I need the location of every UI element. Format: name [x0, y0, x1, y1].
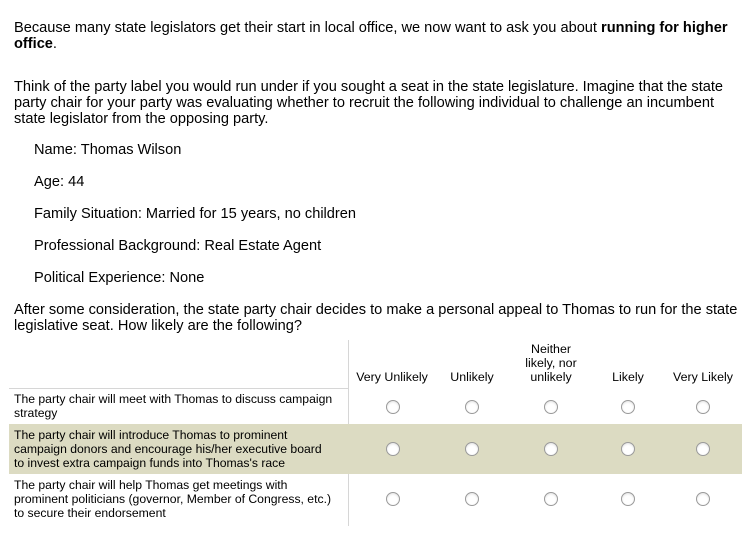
profile-name: Name: Thomas Wilson [34, 142, 182, 158]
radio-likely[interactable] [621, 400, 635, 414]
column-header-likely: Likely [612, 370, 644, 384]
radio-very-unlikely[interactable] [386, 400, 400, 414]
radio-unlikely[interactable] [465, 492, 479, 506]
task-instructions: Think of the party label you would run under if you sought a seat in the state legislature. Imagine that the state party chair for your party was evaluating whether to recruit the following individual to challenge an incumbent state legislator from the opposing party. [14, 79, 724, 127]
statement-label: The party chair will help Thomas get meetings with prominent politicians (governor, Member of Congress, etc.) to secure their endorsement [14, 478, 332, 520]
matrix-row-3 [9, 474, 742, 526]
column-header-very-unlikely: Very Unlikely [356, 370, 428, 384]
statement-label: The party chair will meet with Thomas to discuss campaign strategy [14, 392, 333, 420]
radio-neither[interactable] [544, 400, 558, 414]
matrix-row-2 [9, 424, 742, 474]
radio-unlikely[interactable] [465, 400, 479, 414]
intro-text-end: . [52, 36, 57, 52]
radio-very-unlikely[interactable] [386, 442, 400, 456]
intro-text [14, 20, 739, 52]
column-header-neither: Neither likely, nor unlikely [525, 342, 577, 384]
profile-background: Professional Background: Real Estate Agent [34, 238, 322, 254]
column-header-very-likely: Very Likely [673, 370, 733, 384]
column-header-unlikely: Unlikely [450, 370, 494, 384]
profile-experience: Political Experience: None [34, 270, 205, 286]
radio-very-likely[interactable] [696, 442, 710, 456]
question-text: After some consideration, the state party chair decides to make a personal appeal to Thomas to run for the state legislative seat. How likely are the following? [14, 302, 738, 334]
intro-text-part: Because many state legislators get their start in local office, we now want to ask you about [14, 20, 602, 36]
radio-likely[interactable] [621, 492, 635, 506]
profile-age: Age: 44 [34, 174, 85, 190]
radio-very-likely[interactable] [696, 492, 710, 506]
intro-emphasis: running for higher office [14, 20, 728, 52]
radio-neither[interactable] [544, 492, 558, 506]
radio-likely[interactable] [621, 442, 635, 456]
radio-very-likely[interactable] [696, 400, 710, 414]
statement-label: The party chair will introduce Thomas to prominent campaign donors and encourage his/her executive board to invest extra campaign funds into Thomas's race [14, 428, 322, 470]
radio-very-unlikely[interactable] [386, 492, 400, 506]
radio-neither[interactable] [544, 442, 558, 456]
matrix-row-1 [9, 389, 742, 424]
profile-family: Family Situation: Married for 15 years, no children [34, 206, 357, 222]
radio-unlikely[interactable] [465, 442, 479, 456]
